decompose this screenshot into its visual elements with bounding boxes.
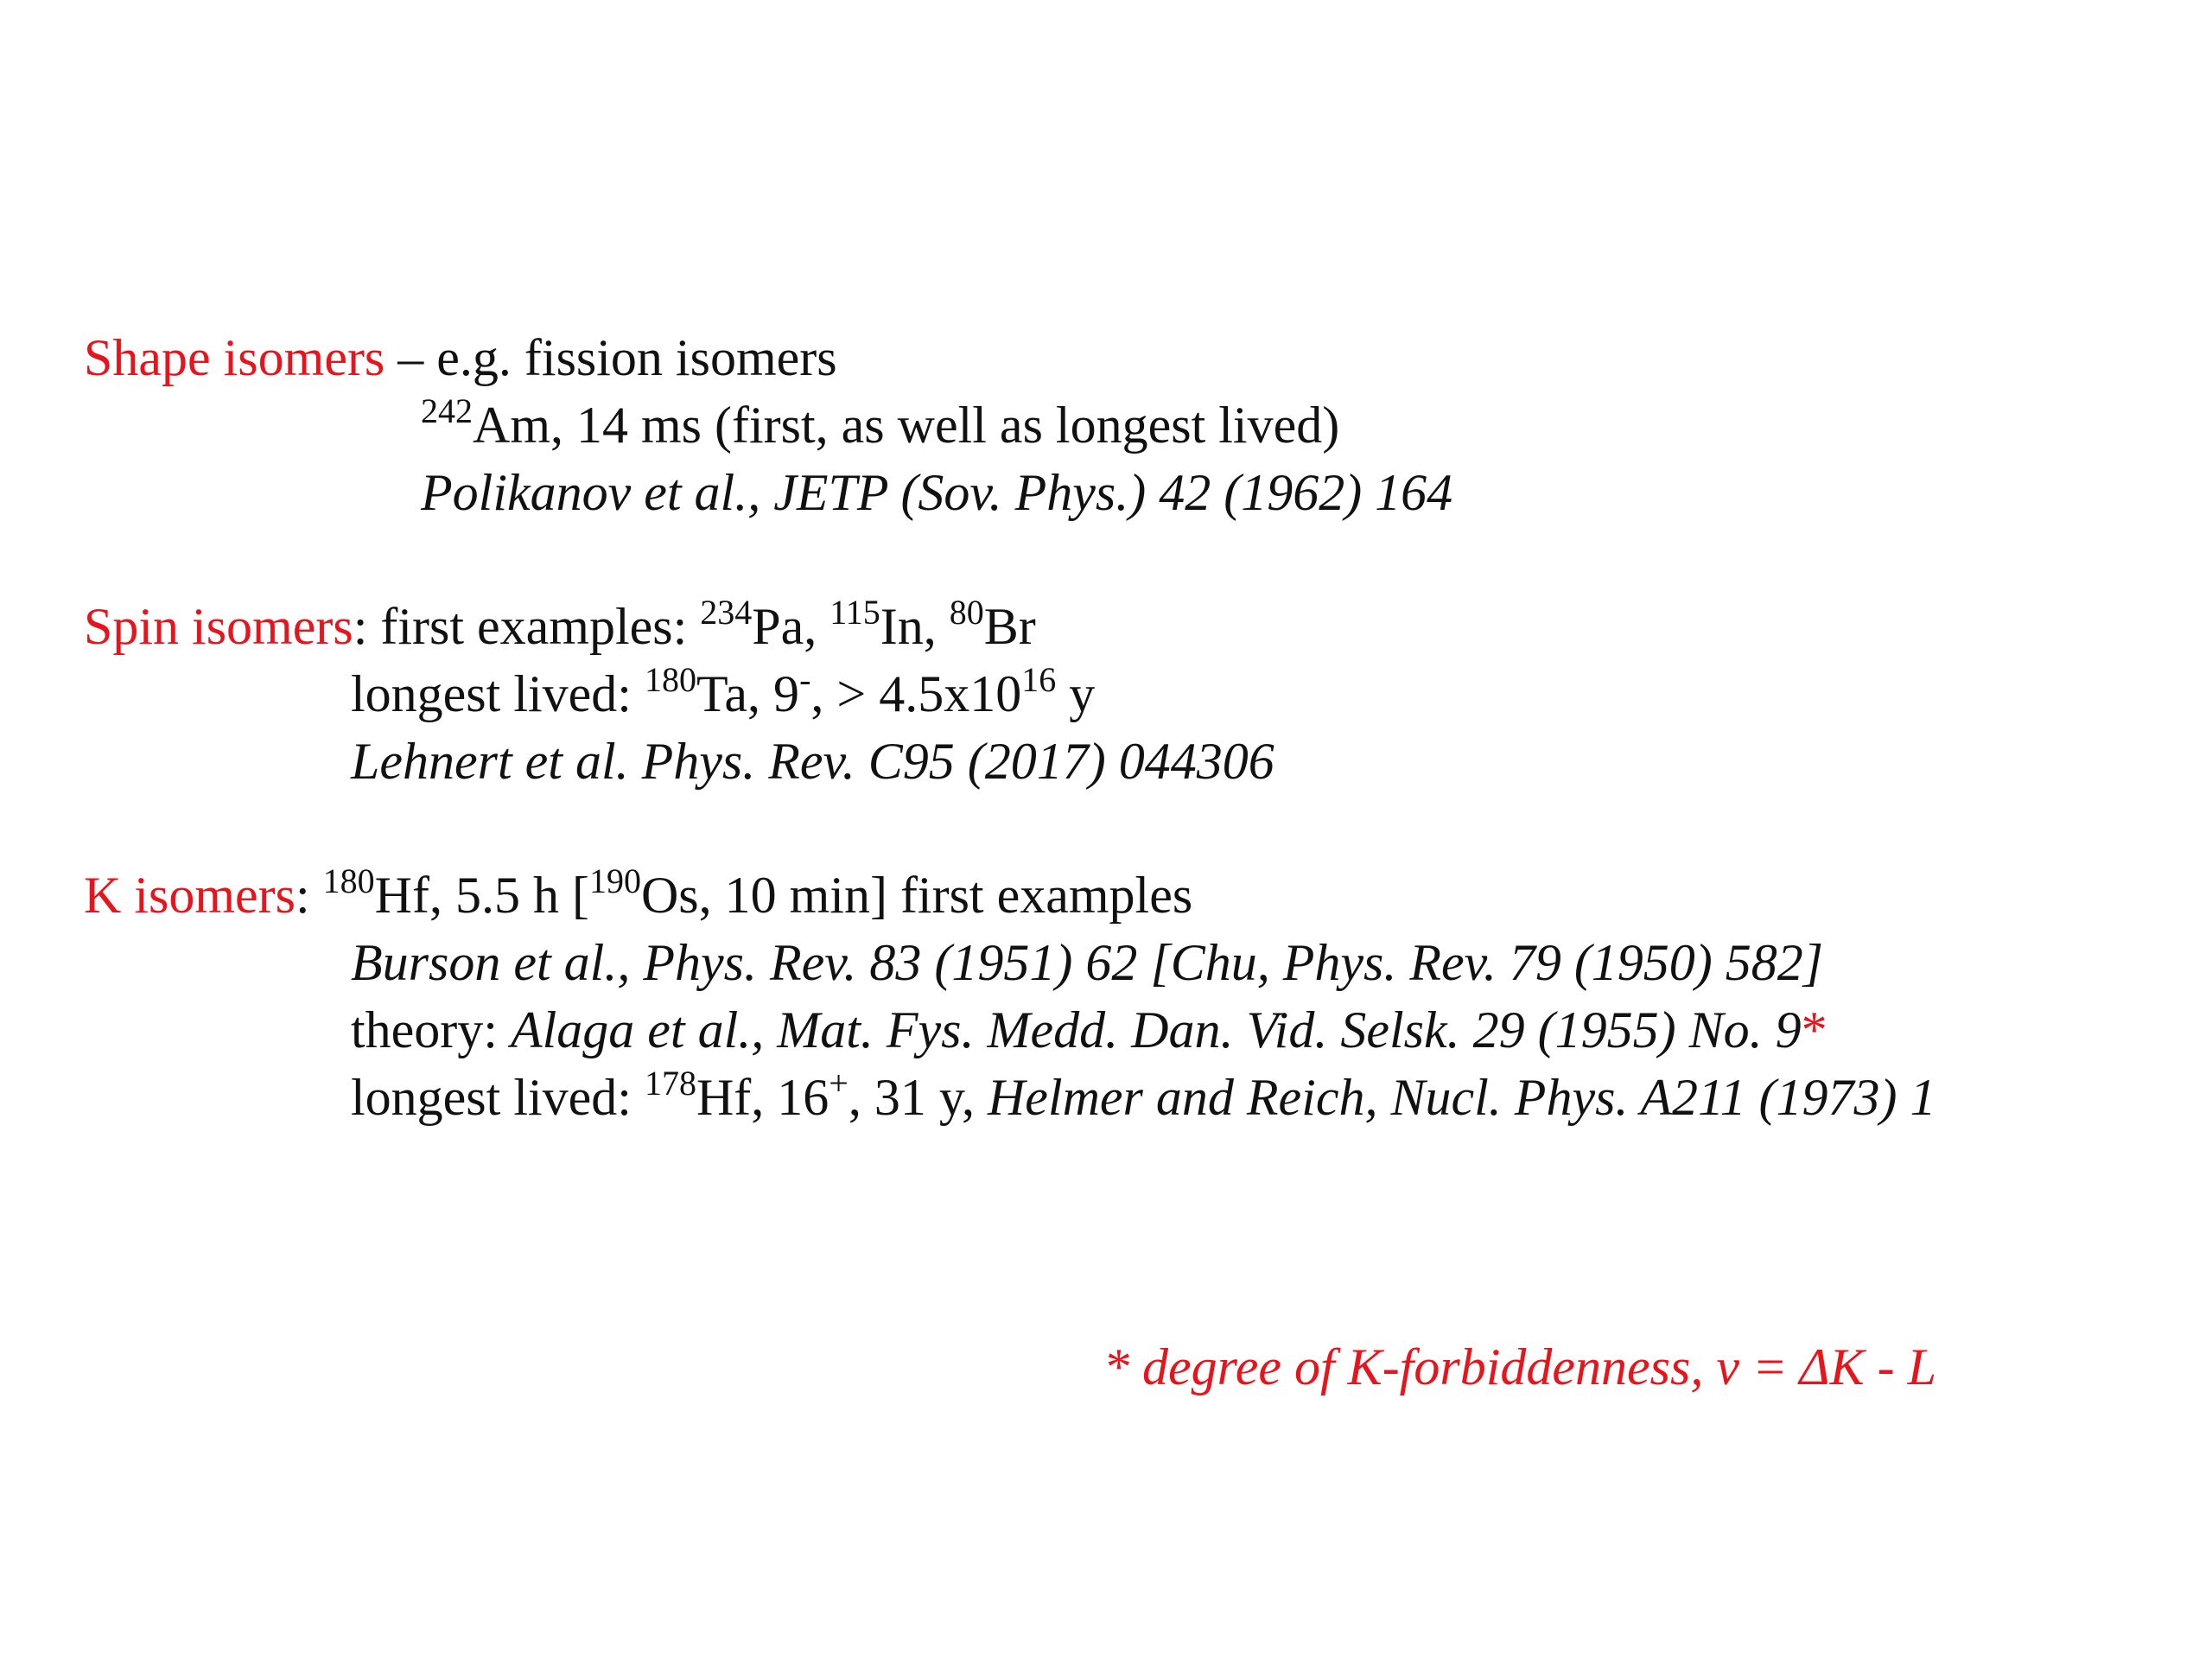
k-example-text: Os, 10 min] first examples: [640, 867, 1193, 924]
spin-isomers-heading-line: [84, 593, 1036, 655]
theory-label: theory:: [351, 1001, 511, 1058]
footnote-marker: *: [1801, 1001, 1827, 1058]
k-example-text: Hf, 5.5 h [: [374, 867, 589, 924]
spin-isomers-longest-lived: [351, 660, 1096, 722]
longest-lived-text: y: [1056, 665, 1096, 722]
spin-isomers-heading-rest: : first examples:: [353, 598, 701, 655]
shape-isomers-heading-line: [84, 329, 837, 386]
spin-isomers-reference: Lehnert et al. Phys. Rev. C95 (2017) 044306: [351, 733, 1274, 790]
k-isomers-heading-rest: :: [295, 867, 323, 924]
longest-lived-text: , 31 y,: [848, 1069, 988, 1126]
shape-isomers-example: [421, 391, 1340, 454]
mass-number: 234: [700, 593, 753, 632]
parity: +: [829, 1064, 849, 1103]
k-isomers-theory: [351, 1001, 1827, 1058]
mass-number: 180: [644, 660, 696, 699]
longest-lived-text: , > 4.5x10: [810, 665, 1022, 722]
mass-number: 115: [830, 593, 880, 632]
k-isomers-reference: Burson et al., Phys. Rev. 83 (1951) 62 [Chu, Phys. Rev. 79 (1950) 582]: [351, 934, 1824, 991]
footnote: * degree of K-forbiddenness, ν = ΔK - L: [1103, 1338, 1936, 1395]
longest-lived-reference: Helmer and Reich, Nucl. Phys. A211 (1973) 1: [987, 1069, 1936, 1126]
mass-number: 242: [421, 391, 473, 430]
exponent: 16: [1021, 660, 1057, 699]
spin-isomers-heading: Spin isomers: [84, 598, 353, 655]
longest-lived-label: longest lived:: [351, 665, 645, 722]
k-isomers-longest-lived: [351, 1064, 1936, 1126]
parity: -: [799, 660, 811, 699]
mass-number: 190: [588, 861, 641, 900]
shape-isomers-reference: Polikanov et al., JETP (Sov. Phys.) 42 (1962) 164: [421, 464, 1453, 521]
spin-example-text: In,: [880, 598, 950, 655]
mass-number: 178: [644, 1064, 696, 1103]
spin-example-text: Br: [983, 598, 1036, 655]
shape-isomers-heading-rest: – e.g. fission isomers: [385, 329, 837, 386]
shape-isomers-heading: Shape isomers: [84, 329, 385, 386]
mass-number: 180: [322, 861, 375, 900]
shape-isomers-example-text: Am, 14 ms (first, as well as longest lived): [473, 397, 1340, 454]
theory-reference: Alaga et al., Mat. Fys. Medd. Dan. Vid. Selsk. 29 (1955) No. 9: [510, 1001, 1802, 1058]
spin-example-text: Pa,: [752, 598, 830, 655]
longest-lived-text: Hf, 16: [696, 1069, 830, 1126]
k-isomers-heading-line: [84, 861, 1193, 924]
k-isomers-heading: K isomers: [84, 867, 296, 924]
longest-lived-text: Ta, 9: [696, 665, 800, 722]
longest-lived-label: longest lived:: [351, 1069, 645, 1126]
mass-number: 80: [949, 593, 984, 632]
